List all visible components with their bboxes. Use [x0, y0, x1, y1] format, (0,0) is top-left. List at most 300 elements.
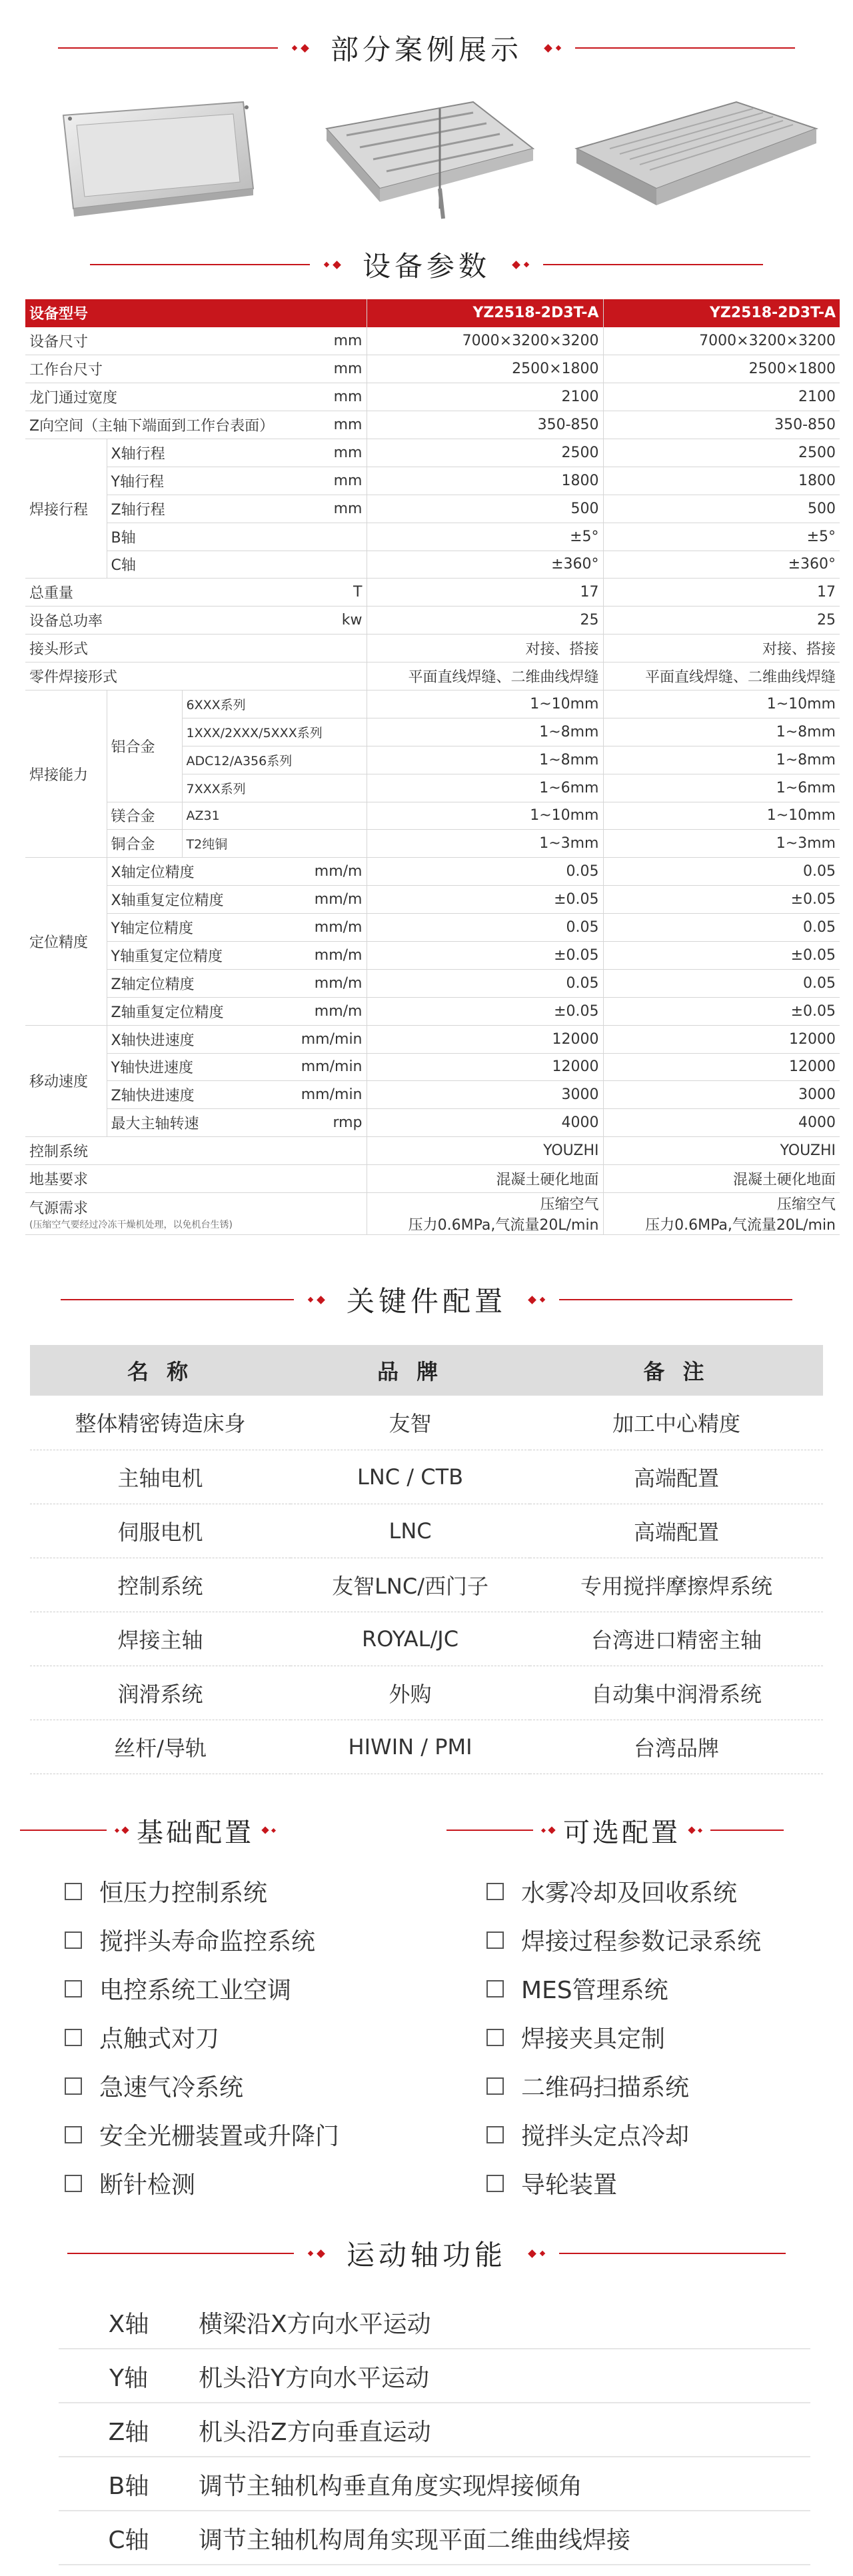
spec-value-text: ±360° — [551, 556, 599, 573]
spec-value-text: ±0.05 — [790, 1002, 836, 1020]
spec-value-text: 1~3mm — [539, 835, 599, 852]
diamond-icon — [290, 45, 311, 51]
spec-material-label: 镁合金 — [107, 802, 182, 830]
key-parts-row — [30, 1720, 823, 1774]
axis-description: 机头沿Z方向垂直运动 — [199, 2418, 431, 2446]
spec-group-label: 定位精度 — [25, 858, 107, 1025]
spec-sublabel: C轴 — [107, 551, 297, 579]
key-parts-row — [30, 1504, 823, 1558]
part-name: 整体精密铸造床身 — [30, 1396, 291, 1450]
checkbox-icon — [486, 2126, 504, 2143]
checkbox-icon — [65, 2029, 82, 2046]
part-name: 主轴电机 — [30, 1450, 291, 1504]
spec-row — [25, 355, 840, 383]
part-brand: HIWIN / PMI — [291, 1720, 530, 1774]
spec-value-text: 混凝土硬化地面 — [496, 1172, 599, 1189]
col-name-header: 名 称 — [30, 1345, 291, 1396]
spec-unit: mm/m — [297, 969, 367, 997]
key-parts-row — [30, 1666, 823, 1720]
part-name: 控制系统 — [30, 1558, 291, 1612]
spec-sublabel: X轴快进速度 — [107, 1025, 297, 1053]
spec-value-2 — [603, 802, 840, 830]
axis-description: 机头沿Y方向水平运动 — [199, 2364, 429, 2392]
spec-value-1 — [367, 718, 603, 746]
spec-value-1 — [367, 439, 603, 467]
divider — [20, 1830, 107, 1831]
part-name: 焊接主轴 — [30, 1612, 291, 1666]
spec-value-text: 7000×3200×3200 — [699, 333, 836, 350]
spec-label — [25, 1193, 297, 1235]
axis-description: 横梁沿X方向水平运动 — [199, 2310, 431, 2338]
diamond-icon — [526, 1297, 547, 1303]
spec-row — [25, 411, 840, 439]
spec-label — [25, 1137, 297, 1165]
spec-value-text: 1~10mm — [530, 807, 599, 824]
spec-value-text: ±5° — [570, 528, 599, 545]
spec-row — [25, 327, 840, 355]
spec-row — [25, 1081, 840, 1109]
col-note-header: 备 注 — [530, 1345, 823, 1396]
config-item-label: MES管理系统 — [521, 1977, 668, 2004]
spec-value-text: ±5° — [806, 528, 836, 545]
spec-row — [25, 997, 840, 1025]
spec-value-text: 1~8mm — [776, 751, 836, 768]
spec-unit: mm/min — [297, 1081, 367, 1109]
spec-value-text: 17 — [580, 584, 599, 601]
spec-row — [25, 830, 840, 858]
spec-value-text: 1~6mm — [539, 779, 599, 796]
axis-name: Y轴 — [109, 2364, 148, 2392]
config-item-label: 电控系统工业空调 — [99, 1977, 292, 2004]
spec-value-1 — [367, 969, 603, 997]
spec-value-1 — [367, 551, 603, 579]
spec-value-1 — [367, 690, 603, 718]
config-item-label: 恒压力控制系统 — [99, 1880, 268, 1907]
part-note: 自动集中润滑系统 — [530, 1666, 823, 1720]
spec-unit: mm/m — [297, 914, 367, 942]
config-item-label: 二维码扫描系统 — [521, 2074, 690, 2101]
spec-value-text: 17 — [817, 584, 836, 601]
key-parts-header — [30, 1345, 823, 1396]
spec-unit — [297, 523, 367, 551]
diamond-icon — [322, 262, 343, 268]
axis-row — [59, 2296, 810, 2349]
spec-value-text: 3000 — [561, 1086, 599, 1104]
spec-value-2 — [603, 439, 840, 467]
spec-note: (压缩空气要经过冷冻干燥机处理，以免机台生锈) — [29, 1219, 233, 1230]
optional-config-item — [486, 1874, 737, 1908]
axis-name: Z轴 — [108, 2418, 149, 2446]
spec-value-text: 1800 — [561, 472, 599, 489]
spec-row — [25, 690, 840, 718]
part-note: 台湾品牌 — [530, 1720, 823, 1774]
spec-value-text: 对接、搭接 — [525, 641, 599, 658]
diamond-icon — [542, 45, 563, 51]
spec-row — [25, 1165, 840, 1193]
spec-sublabel: Y轴行程 — [107, 467, 297, 495]
spec-value-text: 2500×1800 — [748, 361, 836, 378]
key-parts-table — [30, 1345, 823, 1774]
spec-value-2 — [603, 858, 840, 886]
spec-value-1 — [367, 1109, 603, 1137]
diamond-icon — [261, 1828, 277, 1833]
spec-value-text: 1~10mm — [766, 807, 836, 824]
spec-label — [25, 411, 297, 439]
basic-config-item — [65, 2117, 339, 2151]
spec-value-2 — [603, 635, 840, 662]
spec-unit: rmp — [297, 1109, 367, 1137]
spec-value-1 — [367, 997, 603, 1025]
spec-value-1 — [367, 523, 603, 551]
spec-label-text: 设备总功率 — [29, 613, 103, 631]
checkbox-icon — [486, 2077, 504, 2095]
spec-sublabel: Z轴快进速度 — [107, 1081, 297, 1109]
part-brand: LNC / CTB — [291, 1450, 530, 1504]
divider — [61, 1299, 294, 1300]
key-title: 关键件配置 — [346, 1285, 506, 1318]
spec-value-text: YOUZHI — [543, 1142, 599, 1160]
checkbox-icon — [65, 2175, 82, 2192]
spec-label — [25, 635, 297, 662]
spec-material-series: ADC12/A356系列 — [182, 746, 367, 774]
spec-value-1 — [367, 774, 603, 802]
spec-value-text: 1~6mm — [776, 779, 836, 796]
key-parts-row — [30, 1558, 823, 1612]
config-item-label: 急速气冷系统 — [99, 2074, 244, 2101]
spec-label — [25, 383, 297, 411]
spec-value-text: 350-850 — [774, 417, 836, 433]
spec-value-text: 25 — [817, 612, 836, 629]
spec-value-text: 12000 — [789, 1030, 836, 1048]
spec-sublabel: Y轴定位精度 — [107, 914, 297, 942]
spec-value-text: 0.05 — [803, 974, 836, 992]
checkbox-icon — [486, 1883, 504, 1900]
spec-value-text: 0.05 — [566, 919, 599, 936]
spec-value-text: 3000 — [798, 1086, 836, 1104]
spec-value-2 — [603, 746, 840, 774]
spec-value-2 — [603, 523, 840, 551]
spec-value-text: 平面直线焊缝、二维曲线焊缝 — [408, 669, 599, 686]
spec-row — [25, 914, 840, 942]
basic-config-item — [65, 1971, 291, 2005]
spec-label — [25, 327, 297, 355]
spec-value-text: 0.05 — [803, 919, 836, 936]
spec-value-text: YOUZHI — [780, 1142, 836, 1160]
spec-value-text: 1~8mm — [539, 751, 599, 768]
spec-value-2 — [603, 327, 840, 355]
spec-value-text: ±0.05 — [790, 946, 836, 964]
axis-name: X轴 — [108, 2310, 149, 2338]
spec-header-model-2: YZ2518-2D3T-A — [603, 299, 840, 327]
spec-value-text: 2100 — [561, 389, 599, 406]
spec-value-text: 压缩空气 — [776, 1196, 836, 1213]
checkbox-icon — [65, 2077, 82, 2095]
spec-label — [25, 579, 297, 607]
spec-label — [25, 607, 297, 635]
spec-header-label: 设备型号 — [25, 299, 367, 327]
spec-material-label: 铜合金 — [107, 830, 182, 858]
spec-unit: T — [297, 579, 367, 607]
part-note: 专用搅拌摩擦焊系统 — [530, 1558, 823, 1612]
spec-unit — [297, 1137, 367, 1165]
diamond-icon — [526, 2251, 547, 2257]
spec-value-text: 平面直线焊缝、二维曲线焊缝 — [644, 669, 836, 686]
spec-row — [25, 1137, 840, 1165]
spec-value-1 — [367, 914, 603, 942]
optional-config-item — [486, 2020, 665, 2054]
axis-row — [59, 2458, 810, 2511]
axis-name: B轴 — [108, 2472, 149, 2500]
spec-unit: mm/m — [297, 886, 367, 914]
optional-config-item — [486, 2166, 617, 2200]
spec-material-label: 铝合金 — [107, 690, 182, 802]
optional-config-item — [486, 1923, 761, 1957]
key-section-title — [0, 1276, 853, 1323]
spec-value-text: 12000 — [552, 1058, 599, 1076]
spec-unit: kw — [297, 607, 367, 635]
spec-value-1 — [367, 1193, 603, 1235]
optional-section-title — [446, 1810, 784, 1850]
checkbox-icon — [65, 1932, 82, 1949]
spec-value-1 — [367, 802, 603, 830]
spec-value-text: 1~8mm — [776, 723, 836, 740]
spec-value-2 — [603, 495, 840, 523]
spec-row — [25, 523, 840, 551]
part-note: 高端配置 — [530, 1504, 823, 1558]
spec-unit: mm — [297, 495, 367, 523]
spec-value-1 — [367, 1165, 603, 1193]
spec-value-text: 4000 — [561, 1114, 599, 1132]
spec-value-2 — [603, 997, 840, 1025]
spec-value-2 — [603, 774, 840, 802]
spec-value-text: 2100 — [798, 389, 836, 406]
spec-sublabel: Y轴快进速度 — [107, 1053, 297, 1081]
spec-value-1 — [367, 495, 603, 523]
spec-label-text: 龙门通过宽度 — [29, 390, 118, 407]
spec-value-text: 4000 — [798, 1114, 836, 1132]
spec-value-text: 1~10mm — [766, 695, 836, 712]
spec-label — [25, 1165, 297, 1193]
divider — [58, 47, 278, 49]
spec-unit: mm — [297, 327, 367, 355]
spec-value-text: 500 — [808, 500, 836, 517]
spec-value-text: 25 — [580, 612, 599, 629]
divider — [67, 2253, 294, 2254]
spec-value-text: ±360° — [788, 556, 836, 573]
spec-row — [25, 941, 840, 969]
spec-unit: mm/m — [297, 941, 367, 969]
config-item-label: 导轮装置 — [521, 2171, 618, 2199]
spec-value-text: 1800 — [798, 472, 836, 489]
config-item-label: 断针检测 — [99, 2171, 196, 2199]
optional-title: 可选配置 — [563, 1817, 680, 1848]
diamond-icon — [687, 1828, 704, 1833]
spec-unit: mm — [297, 355, 367, 383]
spec-row — [25, 1025, 840, 1053]
checkbox-icon — [65, 2126, 82, 2143]
divider — [446, 1830, 533, 1831]
spec-value-1 — [367, 941, 603, 969]
spec-value-2 — [603, 355, 840, 383]
part-name: 丝杆/导轨 — [30, 1720, 291, 1774]
key-parts-row — [30, 1450, 823, 1504]
spec-unit — [297, 662, 367, 690]
col-brand-header: 品 牌 — [291, 1345, 530, 1396]
axis-name: C轴 — [108, 2526, 149, 2554]
spec-row — [25, 635, 840, 662]
spec-value-2 — [603, 914, 840, 942]
spec-value-text: 1~3mm — [776, 835, 836, 852]
divider — [90, 264, 310, 265]
diamond-icon — [306, 2251, 327, 2257]
spec-row — [25, 802, 840, 830]
checkbox-icon — [486, 2175, 504, 2192]
spec-value-text: ±0.05 — [554, 946, 599, 964]
spec-value-2 — [603, 1025, 840, 1053]
spec-value-text: 7000×3200×3200 — [462, 333, 599, 350]
spec-sublabel: 最大主轴转速 — [107, 1109, 297, 1137]
spec-value-2 — [603, 886, 840, 914]
diamond-icon — [510, 262, 531, 268]
part-brand: LNC — [291, 1504, 530, 1558]
spec-value-2 — [603, 830, 840, 858]
spec-value-2 — [603, 383, 840, 411]
part-note: 台湾进口精密主轴 — [530, 1612, 823, 1666]
spec-value-text: 0.05 — [803, 863, 836, 880]
spec-header-model-1: YZ2518-2D3T-A — [367, 299, 603, 327]
key-parts-row — [30, 1612, 823, 1666]
spec-value-text: 压力0.6MPa,气流量20L/min — [645, 1217, 836, 1234]
spec-row — [25, 1053, 840, 1081]
spec-sublabel: Z轴重复定位精度 — [107, 997, 297, 1025]
spec-label-text: 总重量 — [29, 585, 74, 603]
spec-unit: mm/min — [297, 1025, 367, 1053]
axes-section-title — [0, 2230, 853, 2277]
spec-value-text: 1~10mm — [530, 695, 599, 712]
spec-value-2 — [603, 1193, 840, 1235]
case-gallery — [27, 83, 826, 227]
basic-config-item — [65, 2166, 195, 2200]
config-item-label: 安全光栅装置或升降门 — [99, 2123, 340, 2150]
spec-value-1 — [367, 1081, 603, 1109]
spec-value-text: ±0.05 — [790, 891, 836, 908]
spec-label-text: 工作台尺寸 — [29, 362, 103, 379]
spec-group-label: 焊接行程 — [25, 439, 107, 578]
spec-row — [25, 886, 840, 914]
part-brand: 友智 — [291, 1396, 530, 1450]
axis-row — [59, 2404, 810, 2457]
spec-label — [25, 355, 297, 383]
cases-section-title — [0, 25, 853, 71]
spec-value-text: 500 — [570, 500, 599, 517]
spec-material-series: 7XXX系列 — [182, 774, 367, 802]
part-brand: 外购 — [291, 1666, 530, 1720]
basic-config-item — [65, 2020, 219, 2054]
spec-value-1 — [367, 662, 603, 690]
spec-value-2 — [603, 662, 840, 690]
spec-label-text: 气源需求 — [29, 1200, 89, 1217]
checkbox-icon — [65, 1980, 82, 1997]
spec-row — [25, 607, 840, 635]
spec-material-series: 1XXX/2XXX/5XXX系列 — [182, 718, 367, 746]
spec-value-1 — [367, 579, 603, 607]
optional-config-item — [486, 1971, 668, 2005]
spec-value-2 — [603, 941, 840, 969]
spec-value-1 — [367, 1053, 603, 1081]
diamond-icon — [540, 1828, 556, 1833]
checkbox-icon — [65, 1883, 82, 1900]
checkbox-icon — [486, 1932, 504, 1949]
spec-value-1 — [367, 355, 603, 383]
spec-sublabel: Z轴定位精度 — [107, 969, 297, 997]
spec-row — [25, 467, 840, 495]
case-image-ribbed-aluminum-plate — [566, 83, 826, 227]
basic-config-item — [65, 2069, 243, 2103]
part-note: 加工中心精度 — [530, 1396, 823, 1450]
spec-value-text: 0.05 — [566, 974, 599, 992]
spec-value-2 — [603, 579, 840, 607]
spec-unit — [297, 1165, 367, 1193]
spec-sublabel: X轴定位精度 — [107, 858, 297, 886]
spec-value-text: 压缩空气 — [540, 1196, 599, 1213]
spec-value-2 — [603, 1165, 840, 1193]
spec-row — [25, 383, 840, 411]
spec-value-text: ±0.05 — [554, 1002, 599, 1020]
spec-value-2 — [603, 1081, 840, 1109]
spec-sublabel: X轴行程 — [107, 439, 297, 467]
spec-value-1 — [367, 607, 603, 635]
spec-value-2 — [603, 551, 840, 579]
spec-row — [25, 439, 840, 467]
optional-config-item — [486, 2117, 689, 2151]
spec-label-text: 零件焊接形式 — [29, 669, 118, 686]
spec-row — [25, 495, 840, 523]
spec-table — [25, 299, 840, 1235]
spec-group-label: 移动速度 — [25, 1025, 107, 1137]
spec-value-2 — [603, 1137, 840, 1165]
spec-label — [25, 662, 297, 690]
basic-config-item — [65, 1923, 315, 1957]
axes-title: 运动轴功能 — [346, 2239, 506, 2271]
spec-unit: mm/m — [297, 858, 367, 886]
spec-value-text: 对接、搭接 — [762, 641, 836, 658]
spec-value-2 — [603, 969, 840, 997]
part-note: 高端配置 — [530, 1450, 823, 1504]
checkbox-icon — [486, 1980, 504, 1997]
spec-value-2 — [603, 718, 840, 746]
spec-sublabel: Y轴重复定位精度 — [107, 941, 297, 969]
config-item-label: 焊接过程参数记录系统 — [521, 1928, 762, 1955]
divider — [559, 1299, 792, 1300]
spec-unit: mm/min — [297, 1053, 367, 1081]
spec-sublabel: B轴 — [107, 523, 297, 551]
axis-row — [59, 2512, 810, 2565]
spec-label-text: 控制系统 — [29, 1144, 89, 1161]
spec-value-2 — [603, 411, 840, 439]
spec-row — [25, 1193, 840, 1235]
spec-material-series: T2纯铜 — [182, 830, 367, 858]
spec-value-1 — [367, 886, 603, 914]
spec-value-2 — [603, 1109, 840, 1137]
spec-value-text: 2500 — [561, 444, 599, 461]
basic-section-title — [20, 1810, 284, 1850]
config-item-label: 焊接夹具定制 — [521, 2025, 666, 2053]
config-item-label: 搅拌头寿命监控系统 — [99, 1928, 316, 1955]
basic-config-item — [65, 1874, 267, 1908]
axis-description: 调节主轴机构垂直角度实现焊接倾角 — [199, 2472, 583, 2500]
spec-label-text: 设备尺寸 — [29, 334, 89, 351]
spec-value-1 — [367, 1025, 603, 1053]
